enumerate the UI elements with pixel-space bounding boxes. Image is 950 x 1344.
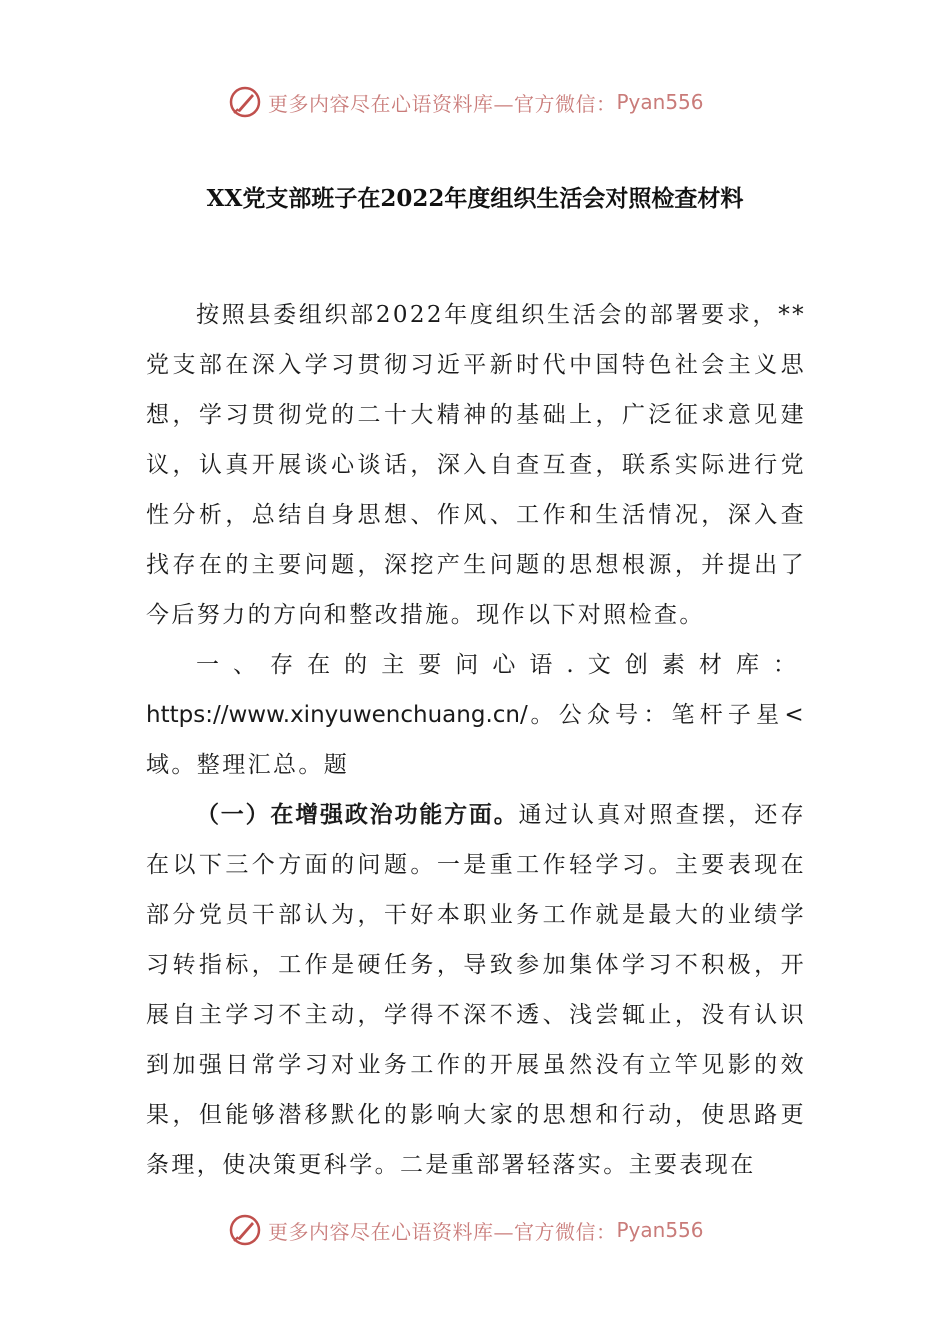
watermark-banner-bottom [228,1210,748,1250]
intro-paragraph: 按照县委组织部2022年度组织生活会的部署要求，**党支部在深入学习贯彻习近平新时代中国特色社会主义思想，学习贯彻党的二十大精神的基础上，广泛征求意见建议，认真开展谈心谈话，深入自查互查，联系实际进行党性分析，总结自身思想、作风、工作和生活情况，深入查找存在的主要问题，深挖产生问题的思想根源，并提出了今后努力的方向和整改措施。现作以下对照检查。 [146,302,806,628]
section-1-prefix: 一、存在的主要问心语.文创素材库： [196,652,806,678]
watermark-banner-top [228,82,748,122]
watermark-id: Pyan556 [616,90,704,114]
quill-logo-icon [228,85,262,119]
source-url-link[interactable]: https://www.xinyuwenchuang.cn/ [146,702,528,728]
subsection-1-paragraph [146,790,806,1190]
quill-logo-icon [228,1213,262,1247]
section-1-heading [146,640,806,790]
document-title: XX党支部班子在2022年度组织生活会对照检查材料 [206,185,744,212]
section-1-suffix: 。公众号：笔杆子星<域。整理汇总。题 [146,702,806,778]
watermark-id: Pyan556 [616,1218,704,1242]
subsection-1-heading: （一）在增强政治功能方面。 [196,801,519,828]
subsection-1-body: 通过认真对照查摆，还存在以下三个方面的问题。一是重工作轻学习。主要表现在部分党员干部认为，干好本职业务工作就是最大的业绩学习转指标，工作是硬任务，导致参加集体学习不积极，开展自主学习不主动，学得不深不透、浅尝辄止，没有认识到加强日常学习对业务工作的开展虽然没有立竿见影的效果，但能够潜移默化的影响大家的思想和行动，使思路更条理，使决策更科学。二是重部署轻落实。主要表现在 [146,802,806,1178]
document-body [146,290,806,1190]
watermark-text: 更多内容尽在心语资料库—官方微信： [268,1219,617,1244]
watermark-text: 更多内容尽在心语资料库—官方微信： [268,91,617,116]
